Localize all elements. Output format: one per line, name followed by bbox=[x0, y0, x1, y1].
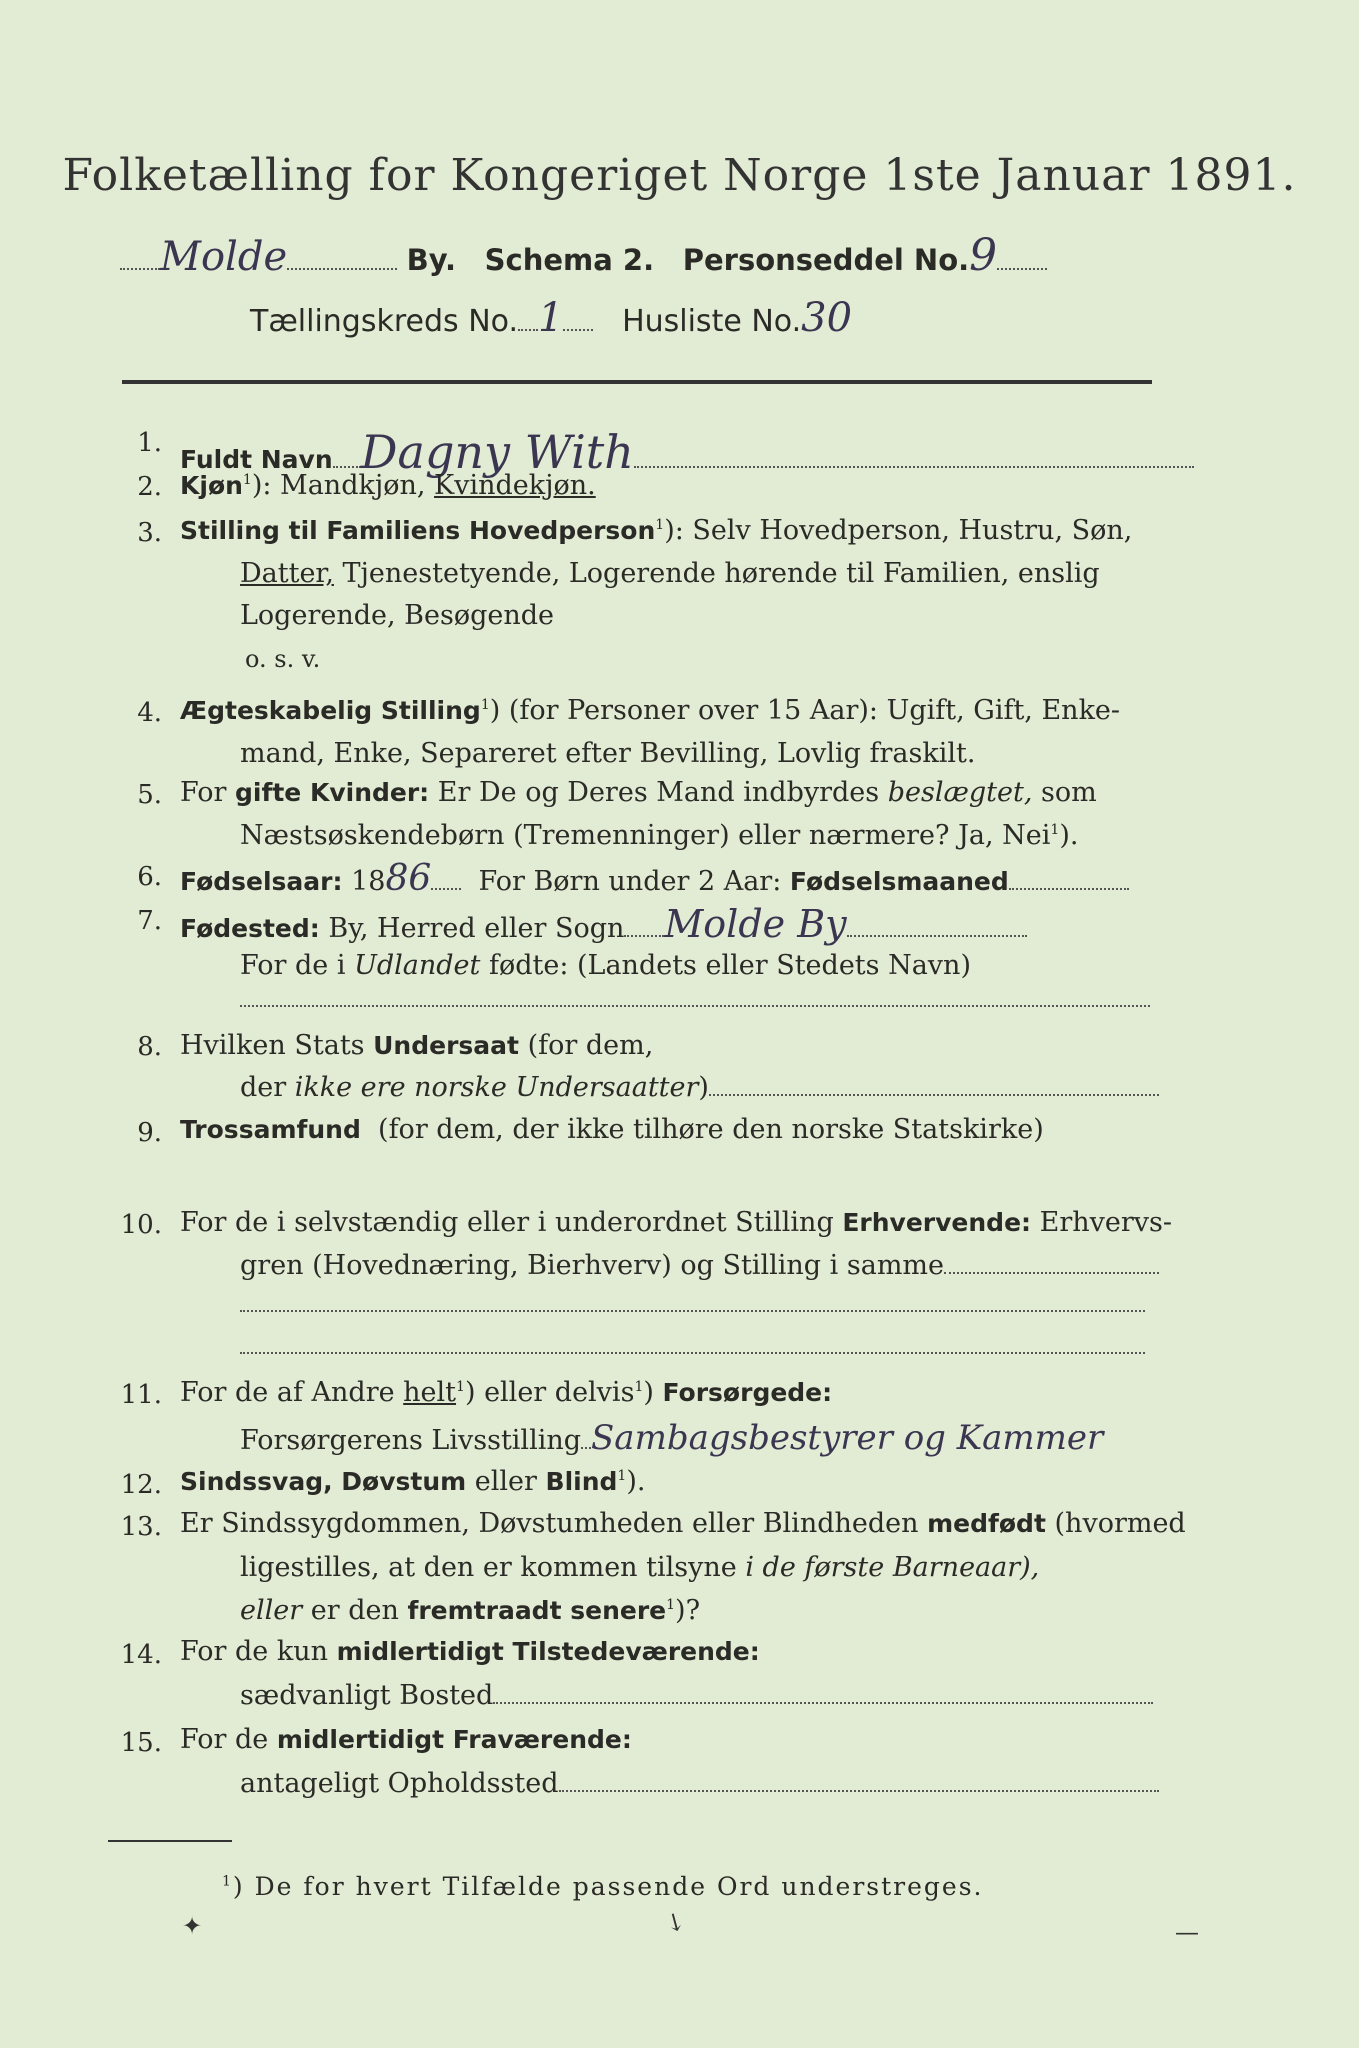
item-11-line-2 bbox=[240, 1418, 1103, 1458]
item-number-10: 10. bbox=[120, 1210, 162, 1240]
item-number-4: 4. bbox=[137, 698, 162, 728]
family-position-label: Stilling til Familiens Hovedperson bbox=[180, 516, 656, 545]
full-name-label: Fuldt Navn bbox=[180, 445, 333, 474]
occupation-intro: For de i selvstændig eller i underordnet Stilling bbox=[180, 1207, 834, 1238]
supported-partly: ) eller delvis bbox=[464, 1377, 635, 1408]
married-women-cousins: Næstsøskendebørn (Tremenninger) eller nærmere? Ja, Nei bbox=[240, 820, 1051, 851]
item-number-2: 2. bbox=[137, 472, 162, 502]
item-13-line-2 bbox=[240, 1552, 1039, 1583]
birth-year-label: Fødselsaar: bbox=[180, 867, 343, 896]
temporary-present-label: midlertidigt Tilstedeværende: bbox=[336, 1637, 760, 1666]
personseddel-label: Personseddel No. bbox=[682, 243, 970, 277]
congenital-appeared: ligestilles, at den er kommen tilsyne bbox=[240, 1552, 737, 1583]
item-number-13: 13. bbox=[120, 1512, 162, 1542]
item-13-line-1 bbox=[180, 1508, 1186, 1539]
full-name-value: Dagny With bbox=[360, 425, 634, 479]
religion-condition: (for dem, der ikke tilhøre den norske Statskirke) bbox=[378, 1114, 1044, 1145]
supported-fully: helt bbox=[403, 1377, 457, 1408]
item-11-line-1: For de af Andre helt$^1$) eller delvis$^1$) Forsørgede: bbox=[180, 1377, 833, 1408]
item-number-1: 1. bbox=[137, 428, 162, 458]
abroad-answer-line bbox=[240, 1005, 1150, 1007]
citizenship-intro: Hvilken Stats bbox=[180, 1030, 365, 1061]
abroad-intro: For de i bbox=[240, 950, 346, 981]
form-title: Folketælling for Kongeriget Norge 1ste Januar 1891. bbox=[62, 150, 1297, 201]
stray-mark-center: ↘ bbox=[659, 1904, 691, 1940]
birth-month-label: Fødselsmaaned bbox=[789, 867, 1009, 896]
item-number-9: 9. bbox=[137, 1118, 162, 1148]
item-number-8: 8. bbox=[137, 1032, 162, 1062]
congenital-is: er den bbox=[310, 1595, 399, 1626]
item-13-line-3: eller er den fremtraadt senere$^1$)? bbox=[240, 1595, 701, 1626]
birth-month-intro: For Børn under 2 Aar: bbox=[478, 866, 782, 897]
citizenship-label: Undersaat bbox=[373, 1031, 519, 1060]
occupation-label: Erhvervende: bbox=[842, 1208, 1032, 1237]
husliste-label: Husliste No. bbox=[622, 304, 802, 339]
occupation-line-2 bbox=[240, 1310, 1145, 1312]
sex-options-a: ): Mandkjøn, bbox=[251, 470, 426, 501]
item-5-line-2: Næstsøskendebørn (Tremenninger) eller nærmere? Ja, Nei$^1$). bbox=[240, 820, 1079, 851]
item-number-7: 7. bbox=[137, 906, 162, 936]
item-4-line-1: Ægteskabelig Stilling$^1$) (for Personer over 15 Aar): Ugift, Gift, Enke- bbox=[180, 695, 1121, 726]
item-number-12: 12. bbox=[120, 1470, 162, 1500]
supported-intro: For de af Andre bbox=[180, 1377, 395, 1408]
item-number-5: 5. bbox=[137, 780, 162, 810]
item-2: Kjøn$^1$): Mandkjøn, Kvindekjøn. bbox=[180, 470, 596, 501]
footnote-text: De for hvert Tilfælde passende Ord understreges. bbox=[254, 1872, 984, 1901]
family-position-options-c: Logerende, Besøgende bbox=[240, 600, 554, 631]
abroad-question: fødte: (Landets eller Stedets Navn) bbox=[488, 950, 971, 981]
item-3-line-1: Stilling til Familiens Hovedperson$^1$): Selv Hovedperson, Hustru, Søn, bbox=[180, 515, 1133, 546]
temporary-absent-label: midlertidigt Fraværende: bbox=[276, 1725, 632, 1754]
congenital-label: medfødt bbox=[927, 1509, 1046, 1538]
item-6 bbox=[180, 858, 1129, 899]
family-position-selected: Datter, bbox=[240, 558, 334, 589]
by-label: By. bbox=[406, 243, 457, 277]
sex-selected: Kvindekjøn. bbox=[434, 470, 596, 501]
city-name: Molde bbox=[160, 234, 288, 280]
personseddel-number: 9 bbox=[969, 230, 998, 281]
footnote-divider bbox=[108, 1840, 232, 1842]
temporary-absent-intro: For de bbox=[180, 1724, 269, 1755]
disability-label: Sindssvag, Døvstum bbox=[180, 1467, 467, 1496]
stray-mark-right: — bbox=[1175, 1918, 1199, 1946]
married-women-related: beslægtet, bbox=[887, 777, 1033, 808]
congenital-question: Er Sindssygdommen, Døvstumheden eller Blindheden bbox=[180, 1508, 919, 1539]
citizenship-not-norwegian: ikke ere norske Undersaatter bbox=[294, 1072, 699, 1103]
provider-occupation-label: Forsørgerens Livsstilling bbox=[240, 1425, 582, 1456]
religion-label: Trossamfund bbox=[180, 1115, 361, 1144]
header-divider bbox=[122, 380, 1152, 384]
married-women-som: som bbox=[1041, 777, 1097, 808]
item-8-line-2: der ikke ere norske Undersaatter) bbox=[240, 1072, 1159, 1103]
item-number-14: 14. bbox=[120, 1640, 162, 1670]
item-7-line-2 bbox=[240, 950, 971, 981]
birth-year-value: 86 bbox=[385, 858, 432, 899]
item-15-line-2 bbox=[240, 1768, 1159, 1799]
congenital-hvormed: (hvormed bbox=[1054, 1508, 1186, 1539]
marital-status-options-b: mand, Enke, Separeret efter Bevilling, Lovlig fraskilt. bbox=[240, 738, 976, 769]
item-10-line-1 bbox=[180, 1207, 1172, 1238]
item-7-line-1 bbox=[180, 902, 1027, 946]
item-number-11: 11. bbox=[120, 1380, 162, 1410]
family-position-options-b: Tjenestetyende, Logerende hørende til Familien, enslig bbox=[342, 558, 1100, 589]
married-women-label: gifte Kvinder: bbox=[235, 778, 430, 807]
item-5-line-1 bbox=[180, 777, 1097, 808]
probable-residence-label: antageligt Opholdssted bbox=[240, 1768, 559, 1799]
footnote: $^1$) De for hvert Tilfælde passende Ord understreges. bbox=[222, 1872, 984, 1901]
item-12: Sindssvag, Døvstum eller Blind$^1$). bbox=[180, 1466, 646, 1497]
marital-status-label: Ægteskabelig Stilling bbox=[180, 696, 481, 725]
birthplace-value: Molde By bbox=[664, 902, 847, 946]
item-number-3: 3. bbox=[137, 518, 162, 548]
husliste-number: 30 bbox=[801, 295, 853, 341]
abroad-word: Udlandet bbox=[354, 950, 481, 981]
occupation-details: gren (Hovednæring, Bierhverv) og Stilling i samme bbox=[240, 1250, 945, 1281]
birthplace-options: By, Herred eller Sogn bbox=[328, 913, 625, 944]
schema-label: Schema 2. bbox=[484, 243, 655, 277]
congenital-first-years: i de første Barneaar), bbox=[745, 1552, 1040, 1583]
kreds-number: 1 bbox=[538, 295, 564, 341]
married-women-for: For bbox=[180, 777, 227, 808]
supported-label: Forsørgede: bbox=[662, 1378, 833, 1407]
item-8-line-1 bbox=[180, 1030, 653, 1061]
stray-mark-left: ✦ bbox=[182, 1912, 203, 1940]
item-number-15: 15. bbox=[120, 1728, 162, 1758]
family-position-etc: o. s. v. bbox=[245, 645, 321, 673]
provider-occupation-value: Sambagsbestyrer og Kammer bbox=[591, 1418, 1104, 1458]
item-14-line-1 bbox=[180, 1636, 760, 1667]
family-position-options-a: ): Selv Hovedperson, Hustru, Søn, bbox=[664, 515, 1133, 546]
disability-or: eller bbox=[474, 1466, 537, 1497]
header-line-kreds bbox=[250, 295, 852, 341]
item-3-line-2 bbox=[240, 558, 1100, 589]
married-women-question: Er De og Deres Mand indbyrdes bbox=[437, 777, 880, 808]
occupation-branch: Erhvervs- bbox=[1039, 1207, 1173, 1238]
item-9 bbox=[180, 1114, 1044, 1145]
blind-label: Blind bbox=[545, 1467, 618, 1496]
sex-label: Kjøn bbox=[180, 471, 243, 500]
citizenship-condition: (for dem, bbox=[527, 1030, 654, 1061]
later-onset-label: fremtraadt senere bbox=[407, 1596, 667, 1625]
birthplace-label: Fødested: bbox=[180, 914, 320, 943]
marital-status-options-a: ) (for Personer over 15 Aar): Ugift, Gift, Enke- bbox=[489, 695, 1121, 726]
item-number-6: 6. bbox=[137, 862, 162, 892]
item-15-line-1 bbox=[180, 1724, 632, 1755]
occupation-line-3 bbox=[240, 1352, 1145, 1354]
temporary-present-intro: For de kun bbox=[180, 1636, 328, 1667]
header-line-city bbox=[120, 230, 1047, 281]
birth-year-prefix: 18 bbox=[351, 866, 386, 897]
item-10-line-2 bbox=[240, 1250, 1159, 1281]
kreds-label: Tællingskreds No. bbox=[250, 304, 518, 339]
citizenship-der: der bbox=[240, 1072, 287, 1103]
usual-residence-label: sædvanligt Bosted bbox=[240, 1680, 494, 1711]
congenital-or: eller bbox=[240, 1595, 303, 1626]
item-14-line-2 bbox=[240, 1680, 1153, 1711]
